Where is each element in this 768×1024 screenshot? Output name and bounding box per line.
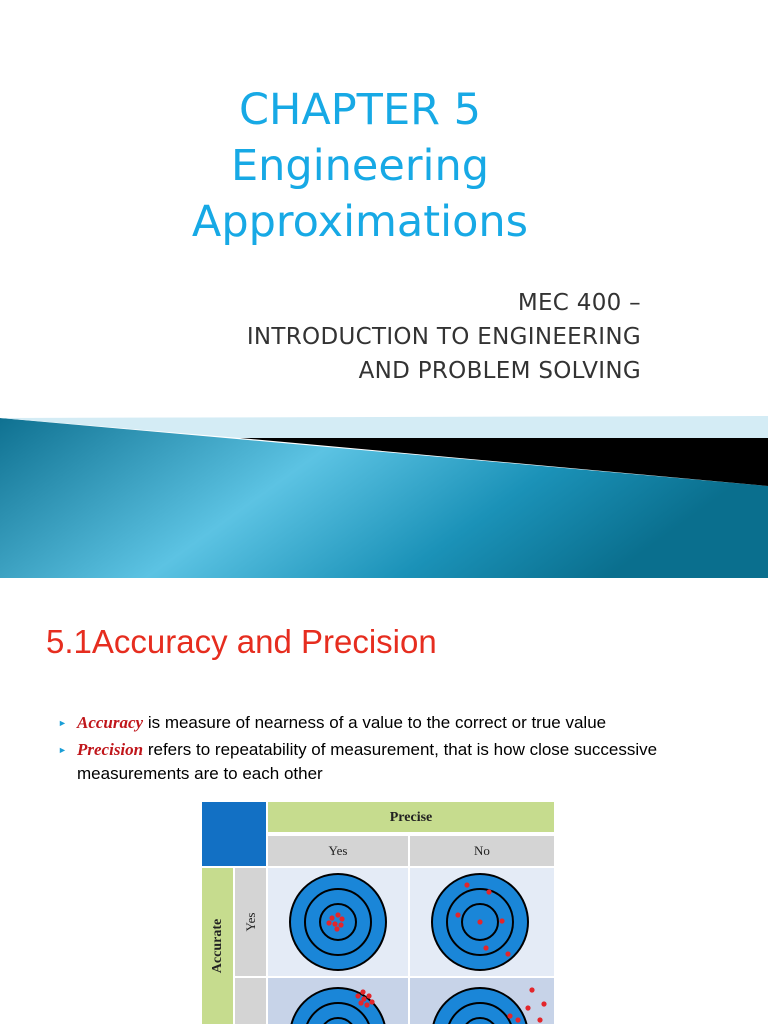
target-inaccurate-precise (268, 978, 408, 1024)
content-slide (0, 578, 768, 1024)
bullet-arrow-icon: ► (58, 745, 67, 755)
header-precise-yes: Yes (268, 836, 408, 866)
header-precise-no: No (410, 836, 554, 866)
slide-title (100, 82, 620, 250)
accuracy-precision-table (202, 802, 554, 1024)
bullet-precision (56, 738, 716, 786)
title-line-1: CHAPTER 5 (238, 85, 482, 135)
target-inaccurate-imprecise (410, 978, 554, 1024)
term-accuracy: Accuracy (77, 713, 144, 732)
header-precise: Precise (268, 802, 554, 834)
bullet-accuracy (56, 711, 716, 735)
table-corner (202, 802, 266, 866)
bullet-text: is measure of nearness of a value to the correct or true value (143, 713, 607, 732)
header-accurate (202, 868, 233, 1024)
bullet-arrow-icon: ► (58, 718, 67, 728)
title-line-3: Approximations (191, 197, 529, 247)
header-accurate-yes (235, 868, 266, 976)
header-accurate-label: Accurate (209, 918, 225, 974)
title-line-2: Engineering (231, 141, 489, 191)
slide-subtitle (81, 286, 641, 388)
header-accurate-no (235, 978, 266, 1024)
decorative-banner (0, 412, 768, 578)
term-precision: Precision (77, 740, 144, 759)
target-accurate-imprecise (410, 868, 554, 976)
subtitle-line-3: AND PROBLEM SOLVING (358, 358, 641, 384)
target-accurate-precise (268, 868, 408, 976)
subtitle-line-2: INTRODUCTION TO ENGINEERING (246, 324, 641, 350)
bullet-list (56, 711, 716, 789)
header-accurate-yes-label: Yes (242, 912, 258, 932)
section-heading: 5.1Accuracy and Precision (46, 623, 437, 660)
subtitle-line-1: MEC 400 – (517, 290, 641, 316)
bullet-text: refers to repeatability of measurement, that is how close successive measurements are to each other (77, 740, 658, 783)
